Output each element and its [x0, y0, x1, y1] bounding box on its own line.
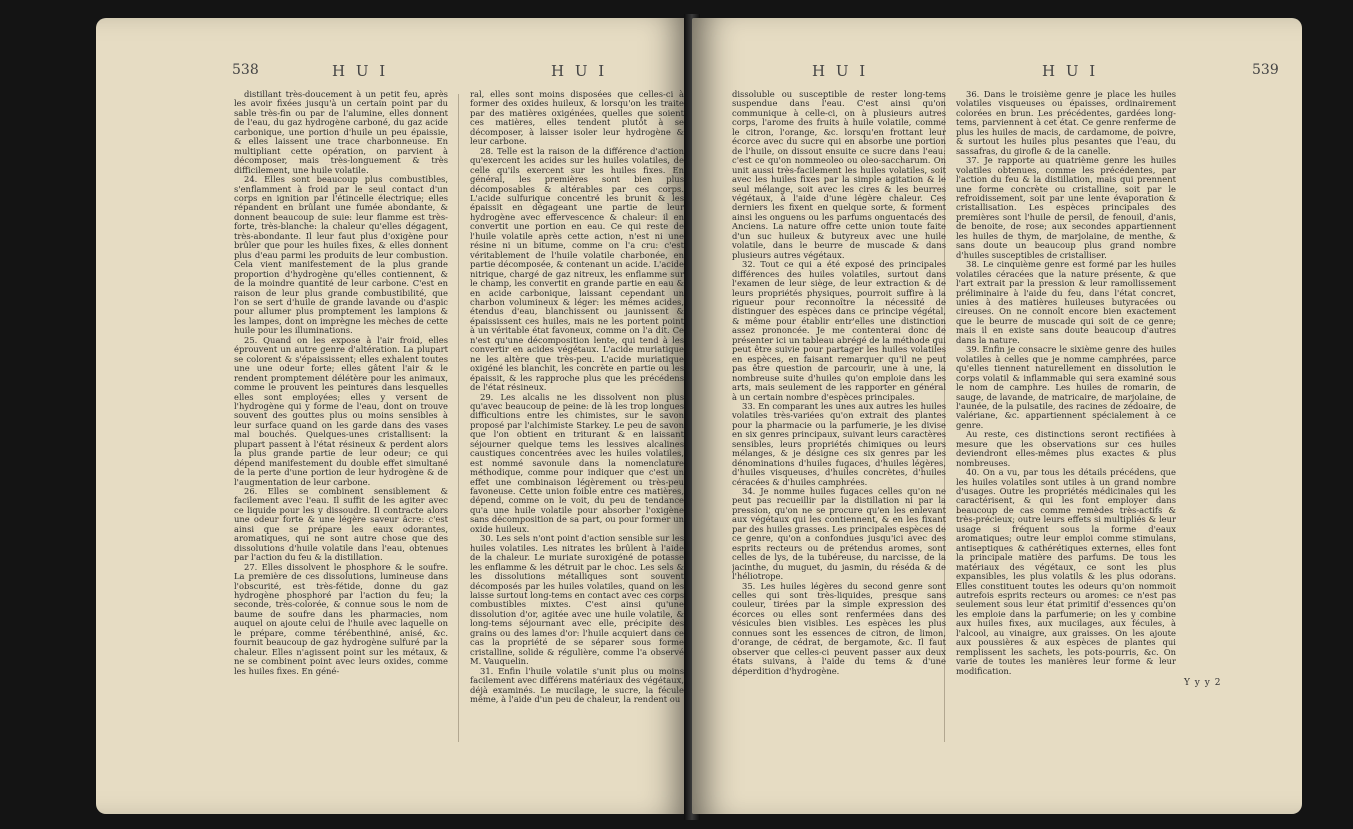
paragraph: 34. Je nomme huiles fugaces celles qu'on ne peut pas recueillir par la distillation ni par la pression, qu'on ne se procure qu'en les enlevant aux végétaux qui les contiennent, & en les fixant par des huiles grasses. Les principales espèces de ce genre, qu'on a confondues jusqu'ici avec des esprits recteurs ou de prétendus aromes, sont celles de lys, de la tubéreuse, du narcisse, de la jacinthe, du muguet, du jasmin, du réséda & de l'héliotrope. [732, 486, 946, 582]
paragraph: ral, elles sont moins disposées que celles-ci à former des oxides huileux, & lorsqu'on les traite par des matières oxigénées, quelles que soient ces matières, elles tendent plutôt à se décomposer, à laisser isoler leur hydrogène & leur carbone. [470, 90, 684, 147]
right-page-number: 539 [1252, 62, 1279, 78]
left-running-head-2: H U I [551, 62, 608, 80]
column-divider [458, 94, 459, 742]
left-running-head-1: H U I [332, 62, 389, 80]
signature-mark: Y y y 2 [1184, 678, 1222, 688]
paragraph: 24. Elles sont beaucoup plus combustibles, s'enflamment à froid par le seul contact d'un corps en ignition par l'étincelle électrique; elles répandent en brûlant une fumée abondante, & donnent beaucoup de suie: leur flamme est très-forte, très-blanche: la chaleur qu'elles dégagent, très-abondante. Il leur faut plus d'oxigène pour brûler que pour les huiles fixes, & elles donnent plus d'eau parmi les produits de leur combustion. Cela vient manifestement de la plus grande proportion d'hydrogène qu'elles contiennent, & de la moindre quantité de leur carbone. C'est en raison de leur plus grande combustibilité, que l'on se sert d'huile de grande lavande ou d'aspic pour allumer plus promptement les lampions & les lampes, dont on imprègne les mèches de cette huile pour les illuminations. [234, 174, 448, 336]
left-page-number: 538 [232, 62, 259, 78]
paragraph: 26. Elles se combinent sensiblement & facilement avec l'eau. Il suffit de les agiter avec ce liquide pour les y dissoudre. Il contracte alors une odeur forte & une légère saveur âcre: c'est ainsi que se prépare les eaux odorantes, aromatiques, qui ne sont autre chose que des dissolutions d'huile volatile dans l'eau, obtenues par l'action du feu & la distillation. [234, 486, 448, 563]
paragraph: 32. Tout ce qui a été exposé des principales différences des huiles volatiles, surtout dans l'examen de leur siège, de leur extraction & de leurs propriétés physiques, pourroit suffire à la rigueur pour reconnoître la nécessité de distinguer des espèces dans ce principe végétal, & même pour établir entr'elles une distinction assez prononcée. Je me contenterai donc de présenter ici un tableau abrégé de la méthode qui peut être suivie pour partager les huiles volatiles en espèces, en faisant remarquer qu'il ne peut pas être question de parcourir, une à une, la nombreuse suite d'huiles qu'on emploie dans les arts, mais seulement de les rapporter en général à un certain nombre d'espèces principales. [732, 259, 946, 402]
paragraph: 25. Quand on les expose à l'air froid, elles éprouvent un autre genre d'altération. La plupart se colorent & s'épaississent; elles exhalent toutes une une odeur forte; elles gâtent l'air & le rendent promptement délétère pour les animaux, comme le prouvent les peintures dans lesquelles elles sont employées; elles y versent de l'hydrogène qui y forme de l'eau, dont on trouve souvent des gouttes plus ou moins sensibles à leur surface quand on les garde dans des vases mal bouchés. Quelques-unes cristallisent: la plupart passent à l'état résineux & perdent alors la plus grande partie de leur odeur; ce qui dépend manifestement du double effet simultané de la perte d'une portion de leur hydrogène & de l'augmentation de leur carbone. [234, 334, 448, 487]
paragraph: 31. Enfin l'huile volatile s'unit plus ou moins facilement avec différens matériaux des végétaux, déjà examinés. Le mucilage, le sucre, la fécule même, à l'aide d'un peu de chaleur, la rendent ou [470, 665, 684, 704]
left-page-column-1 [234, 90, 448, 740]
paragraph: 40. On a vu, par tous les détails précédens, que les huiles volatiles sont utiles à un grand nombre d'usages. Outre les propriétés médicinales qui les caractérisent, & qui les font employer dans beaucoup de cas comme remèdes très-actifs & très-précieux; outre leurs effets si multipliés & leur usage si fréquent sous la forme d'eaux aromatiques; outre leur emploi comme stimulans, antiseptiques & cathérétiques externes, elles font la principale matière des parfums. De tous les matériaux des végétaux, ce sont les plus expansibles, les plus volatils & les plus odorans. Elles constituent toutes les odeurs qu'on nommoit autrefois esprits recteurs ou aromes: ce n'est pas seulement sous leur état primitif d'essences qu'on les emploie dans la parfumerie; on les y combine aux huiles fixes, aux mucilages, aux fécules, à l'alcool, au vinaigre, aux graisses. On les ajoute aux poussières & aux espèces de plantes qui remplissent les sachets, les pots-pourris, &c. On varie de toutes les manières leur forme & leur modification. [956, 467, 1176, 676]
paragraph: 38. Le cinquième genre est formé par les huiles volatiles céracées que la nature présente, & que l'art extrait par la pression & leur ramollissement préliminaire à l'aide du feu, dans l'état concret, unies à des matières huileuses butyracées ou cireuses. On ne connoît encore bien exactement que le beurre de muscade qui soit de ce genre; mais il en existe sans doute beaucoup d'autres dans la nature. [956, 259, 1176, 345]
paragraph: dissoluble ou susceptible de rester long-tems suspendue dans l'eau. C'est ainsi qu'on communique à celle-ci, on à plusieurs autres corps, l'arome des fruits à huile volatile, comme le citron, l'orange, &c. lorsqu'en frottant leur écorce avec du sucre qui en absorbe une portion de l'huile, on dissout ensuite ce sucre dans l'eau: c'est ce qu'on nommeoleo ou oleo-saccharum. On unit aussi très-facilement les huiles volatiles, soit avec les huiles fixes par la simple agitation & le seul mélange, soit avec les cires & les beurres végétaux, à l'aide d'une légère chaleur. Ces derniers les fixent en quelque sorte, & forment ainsi les onguens ou les parfums onguentacés des Anciens. La nature offre cette union toute faite d'un suc huileux & butyreux avec une huile volatile, dans le beurre de muscade & dans plusieurs autres végétaux. [732, 90, 946, 260]
right-page-header [692, 62, 1302, 88]
right-page-column-2 [956, 90, 1176, 740]
right-page [692, 18, 1302, 814]
paragraph: 28. Telle est la raison de la différence d'action qu'exercent les acides sur les huiles volatiles, de celle qu'ils exercent sur les huiles fixes. En général, les premières sont bien plus décomposables & altérables par ces corps. L'acide sulfurique concentré les brunit & les épaissit en dégageant une partie de leur hydrogène avec effervescence & chaleur: il en convertit une portion en eau. Ce qui reste de l'huile volatile après cette action, n'est ni une résine ni un bitume, comme on l'a cru: c'est véritablement de l'huile volatile charbonée, en partie décomposée, & contenant un acide. L'acide nitrique, chargé de gaz nitreux, les enflamme sur le champ, les convertit en grande partie en eau & en acide carbonique, laissant cependant un charbon volumineux & léger: les mêmes acides, étendus d'eau, blanchissent ou jaunissent & épaississent ces huiles, mais ne les portent point à un véritable état favoneux, comme on l'a dit. Ce n'est qu'une décomposition lente, qui tend à les convertir en acides végétaux. L'acide muriatique ne les altère que très-peu. L'acide muriatique oxigéné les blanchit, les concrète en partie ou les épaissit, & les rapproche plus que les précédens de l'état résineux. [470, 145, 684, 393]
paragraph: 36. Dans le troisième genre je place les huiles volatiles visqueuses ou épaisses, ordinairement colorées en brun. Les précédentes, gardées long-tems, parviennent à cet état. Ce genre renferme de plus les huiles de macis, de cardamome, de poivre, & surtout les huiles plus pesantes que l'eau, du sassafras, du girofle & de la canelle. [956, 90, 1176, 156]
paragraph: 35. Les huiles légères du second genre sont celles qui sont très-liquides, presque sans couleur, tirées par la simple expression des écorces ou elles sont renfermées dans des vésicules bien visibles. Les espèces les plus connues sont les essences de citron, de limon, d'orange, de cédrat, de bergamote, &c. Il faut observer que celles-ci peuvent passer aux deux états suivans, à l'aide du tems & d'une déperdition d'hydrogène. [732, 580, 946, 676]
column-divider [944, 94, 945, 742]
paragraph: distillant très-doucement à un petit feu, après les avoir fixées jusqu'à un certain point par du sable très-fin ou par de l'alumine, elles donnent de l'eau, du gaz hydrogène carboné, du gaz acide carbonique, une portion d'huile un peu épaissie, & elles laissent une trace charbonneuse. En multipliant cette opération, on parvient à décomposer, mais très-longuement & très difficilement, une huile volatile. [234, 90, 448, 175]
paragraph: Au reste, ces distinctions seront rectifiées à mesure que les observations sur ces huiles deviendront elles-mêmes plus exactes & plus nombreuses. [956, 429, 1176, 468]
paragraph: 27. Elles dissolvent le phosphore & le soufre. La première de ces dissolutions, lumineuse dans l'obscurité, est très-fétide, donne du gaz hydrogène phosphoré par l'action du feu; la seconde, très-colorée, & connue sous le nom de baume de soufre dans les pharmacies, nom auquel on ajoute celui de l'huile avec laquelle on le prépare, comme térébenthiné, anisé, &c. fournit beaucoup de gaz hydrogène sulfuré par la chaleur. Elles n'agissent point sur les métaux, & ne se combinent point avec leurs oxides, comme les huiles fixes. En géné- [234, 561, 448, 676]
paragraph: 29. Les alcalis ne les dissolvent non plus qu'avec beaucoup de peine: de là les trop longues difficultions entre les chimistes, sur le savon proposé par l'alchimiste Starkey. Le peu de savon que l'on obtient en triturant & en laissant séjourner quelque tems les lessives alcalines caustiques concentrées avec les huiles volatiles, est nommé savonule dans la nomenclature méthodique, comme pour indiquer que c'est un effet une combinaison légèrement ou très-peu favoneuse. Cette union foible entre ces matières, dépend, comme on le voit, du peu de tendance qu'a une huile volatile pour absorber l'oxigène sans décomposition de sa part, ou pour former un oxide huileux. [470, 391, 684, 534]
paragraph: 39. Enfin je consacre le sixième genre des huiles volatiles à celles que je nomme camphrées, parce qu'elles tiennent naturellement en dissolution le corps volatil & inflammable qui sera examiné sous le nom de camphre. Les huiles de romarin, de sauge, de lavande, de matricaire, de marjolaine, de l'aunée, de la pulsatile, des racines de zédoaire, de valériane, &c. appartiennent spécialement à ce genre. [956, 344, 1176, 430]
paragraph: 30. Les sels n'ont point d'action sensible sur les huiles volatiles. Les nitrates les brûlent à l'aide de la chaleur. Le muriate suroxigéné de potasse les enflamme & les détruit par le choc. Les sels & les dissolutions métalliques sont souvent décomposés par les huiles volatiles, quand on les laisse surtout long-tems en contact avec ces corps combustibles mixtes. C'est ainsi qu'une dissolution d'or, agitée avec une huile volatile, & long-tems séjournant avec elle, précipite des grains ou des lames d'or: l'huile acquiert dans ce cas la propriété de se séparer sous forme cristalline, solide & régulière, comme l'a observé M. Vauquelin. [470, 533, 684, 667]
right-running-head-2: H U I [1042, 62, 1099, 80]
left-page-header [96, 62, 690, 88]
paragraph: 33. En comparant les unes aux autres les huiles volatiles très-variées qu'on extrait des plantes pour la pharmacie ou la parfumerie, je les divise en six genres principaux, suivant leurs caractères sensibles, leurs propriétés chimiques ou leurs mélanges, & je désigne ces six genres par les dénominations d'huiles fugaces, d'huiles légères, d'huiles visqueuses, d'huiles concrètes, d'huiles céracées & d'huiles camphrées. [732, 400, 946, 487]
paragraph: 37. Je rapporte au quatrième genre les huiles volatiles obtenues, comme les précédentes, par l'action du feu & la distillation, mais qui prennent une forme concrète ou cristalline, soit par le refroidissement, soit par une lente évaporation & cristallisation. Les espèces principales des premières sont l'huile de persil, de fenouil, d'anis, de benoite, de rose; aux secondes appartiennent les huiles de thym, de marjolaine, de menthe, & sans doute un beaucoup plus grand nombre d'huiles susceptibles de cristalliser. [956, 155, 1176, 260]
right-running-head-1: H U I [812, 62, 869, 80]
left-page-column-2 [470, 90, 684, 740]
right-page-column-1 [732, 90, 946, 740]
left-page [96, 18, 690, 814]
